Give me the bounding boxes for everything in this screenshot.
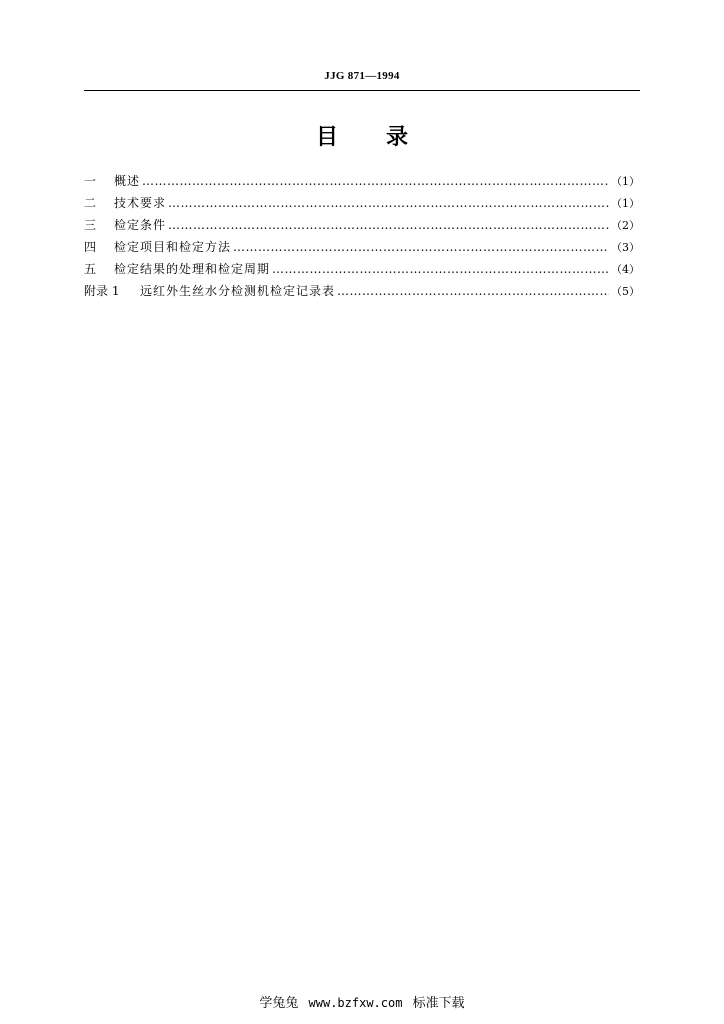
footer-url[interactable]: www.bzfxw.com (308, 996, 403, 1010)
toc-entry-page: （5） (611, 285, 640, 298)
header-divider (84, 90, 640, 91)
toc-entry-appendix[interactable] (84, 280, 640, 302)
toc-entry[interactable] (84, 214, 640, 236)
footer-site-name: 学兔兔 (259, 996, 299, 1011)
toc-entry-page: （1） (611, 197, 640, 210)
toc-entry-title: 技术要求 (114, 196, 167, 210)
toc-entry[interactable] (84, 258, 640, 280)
toc-entry-page: （2） (611, 219, 640, 232)
toc-entry[interactable] (84, 236, 640, 258)
toc-entry[interactable] (84, 192, 640, 214)
toc-leader-dots (272, 258, 609, 280)
toc-entry-number: 五 (84, 262, 97, 276)
footer-slogan: 标准下载 (412, 996, 465, 1011)
toc-entry-number: 三 (84, 218, 97, 232)
toc-leader-dots (142, 170, 609, 192)
toc-entry-number: 一 (84, 174, 97, 188)
toc-entry-number: 二 (84, 196, 97, 210)
page-title (84, 120, 640, 151)
toc-entry-number: 附录 1 (84, 284, 120, 298)
toc-entry-page: （3） (611, 241, 640, 254)
toc-entry-title: 检定结果的处理和检定周期 (114, 262, 271, 276)
title-char-1: 目 (315, 125, 338, 150)
toc-entry[interactable] (84, 170, 640, 192)
table-of-contents (84, 170, 640, 302)
toc-entry-number: 四 (84, 240, 97, 254)
toc-entry-title: 检定项目和检定方法 (114, 240, 232, 254)
toc-entry-title: 远红外生丝水分检测机检定记录表 (140, 284, 336, 298)
toc-entry-title: 概述 (114, 174, 141, 188)
toc-leader-dots (168, 214, 609, 236)
toc-leader-dots (168, 192, 609, 214)
toc-leader-dots (233, 236, 609, 258)
title-char-2: 录 (386, 125, 409, 150)
document-code-header: JJG 871—1994 (324, 70, 400, 82)
footer-watermark (0, 992, 724, 1011)
toc-entry-title: 检定条件 (114, 218, 167, 232)
toc-entry-page: （1） (611, 175, 640, 188)
toc-leader-dots (337, 280, 609, 302)
toc-entry-page: （4） (611, 263, 640, 276)
